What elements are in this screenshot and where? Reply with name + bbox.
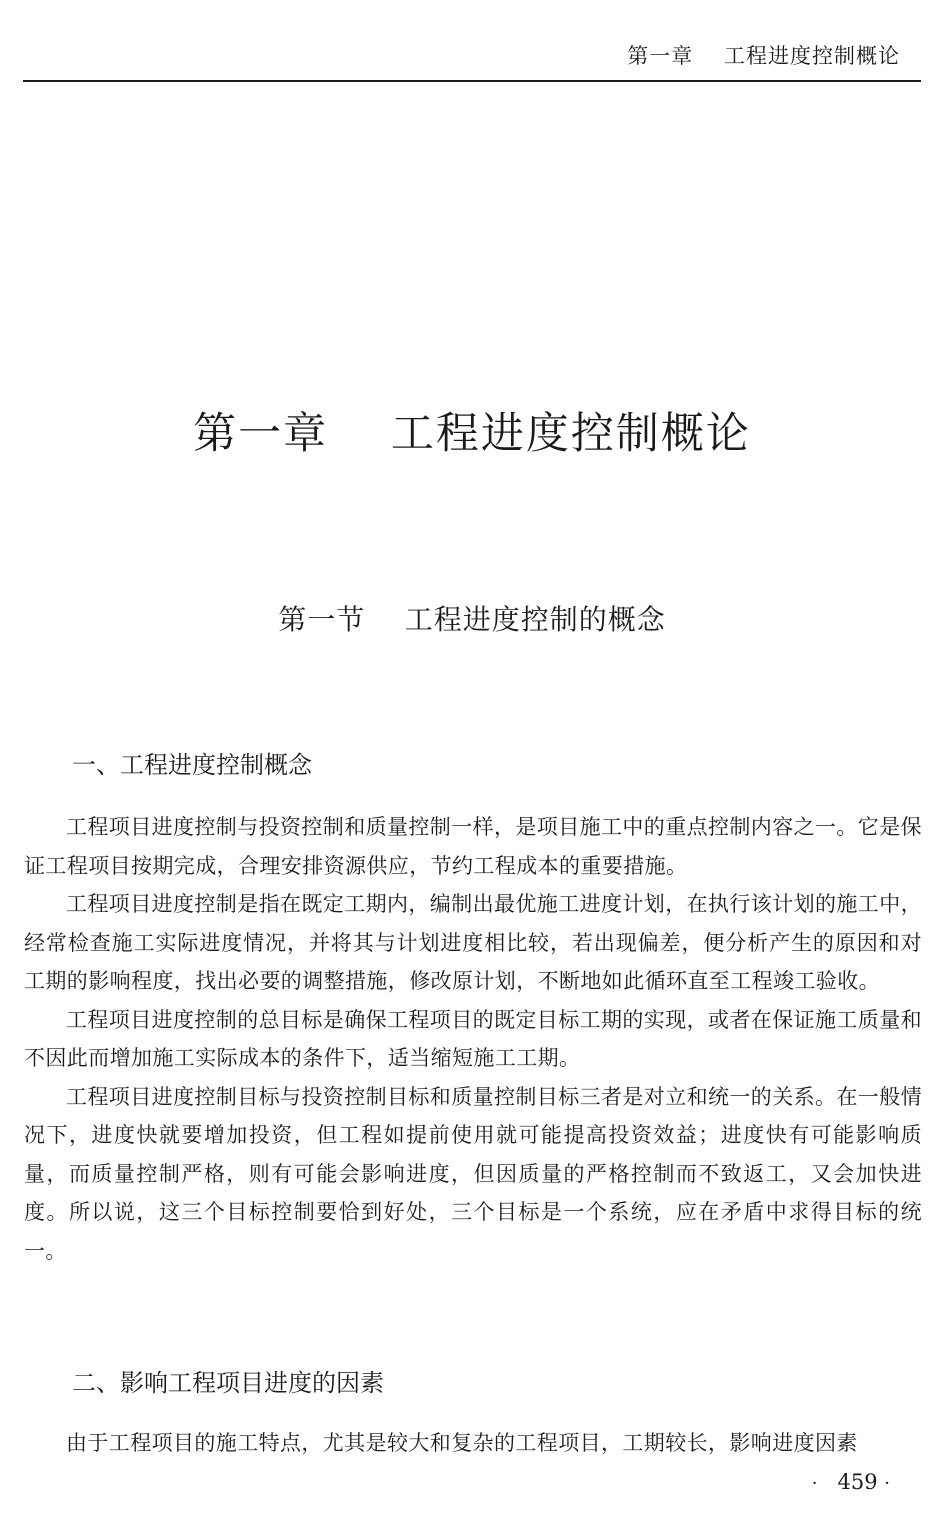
paragraph: 工程项目进度控制目标与投资控制目标和质量控制目标三者是对立和统一的关系。在一般情况下，进度快就要增加投资，但工程如提前使用就可能提高投资效益；进度快有可能影响质量，而质量控制严格，则有可能会影响进度，但因质量的严格控制而不致返工，又会加快进度。所以说，这三个目标控制要恰到好处，三个目标是一个系统，应在矛盾中求得目标的统一。: [24, 1084, 922, 1263]
page-number: [812, 1470, 890, 1494]
paragraph: 工程项目进度控制与投资控制和质量控制一样，是项目施工中的重点控制内容之一。它是保证工程项目按期完成，合理安排资源供应，节约工程成本的重要措施。: [24, 815, 922, 878]
page-number-value: 459: [837, 1470, 878, 1494]
page-number-bullet-right: ·: [884, 1473, 890, 1494]
running-header: 第一章 工程进度控制概论: [627, 44, 900, 68]
subsection-body-2: [24, 1424, 922, 1463]
subsection-body-1: [24, 808, 922, 1270]
paragraph: 由于工程项目的施工特点，尤其是较大和复杂的工程项目，工期较长，影响进度因素: [66, 1431, 858, 1455]
subsection-heading-2: 二、影响工程项目进度的因素: [72, 1369, 384, 1397]
paragraph: 工程项目进度控制是指在既定工期内，编制出最优施工进度计划，在执行该计划的施工中，经常检查施工实际进度情况，并将其与计划进度相比较，若出现偏差，便分析产生的原因和对工期的影响程度，找出必要的调整措施，修改原计划，不断地如此循环直至工程竣工验收。: [24, 892, 922, 993]
header-rule: [23, 80, 921, 82]
page-number-bullet-left: ·: [811, 1473, 818, 1494]
chapter-title: 第一章 工程进度控制概论: [193, 409, 751, 459]
section-title: 第一节 工程进度控制的概念: [278, 603, 666, 636]
paragraph: 工程项目进度控制的总目标是确保工程项目的既定目标工期的实现，或者在保证施工质量和不因此而增加施工实际成本的条件下，适当缩短施工工期。: [24, 1007, 922, 1070]
subsection-heading-1: 一、工程进度控制概念: [72, 751, 312, 779]
